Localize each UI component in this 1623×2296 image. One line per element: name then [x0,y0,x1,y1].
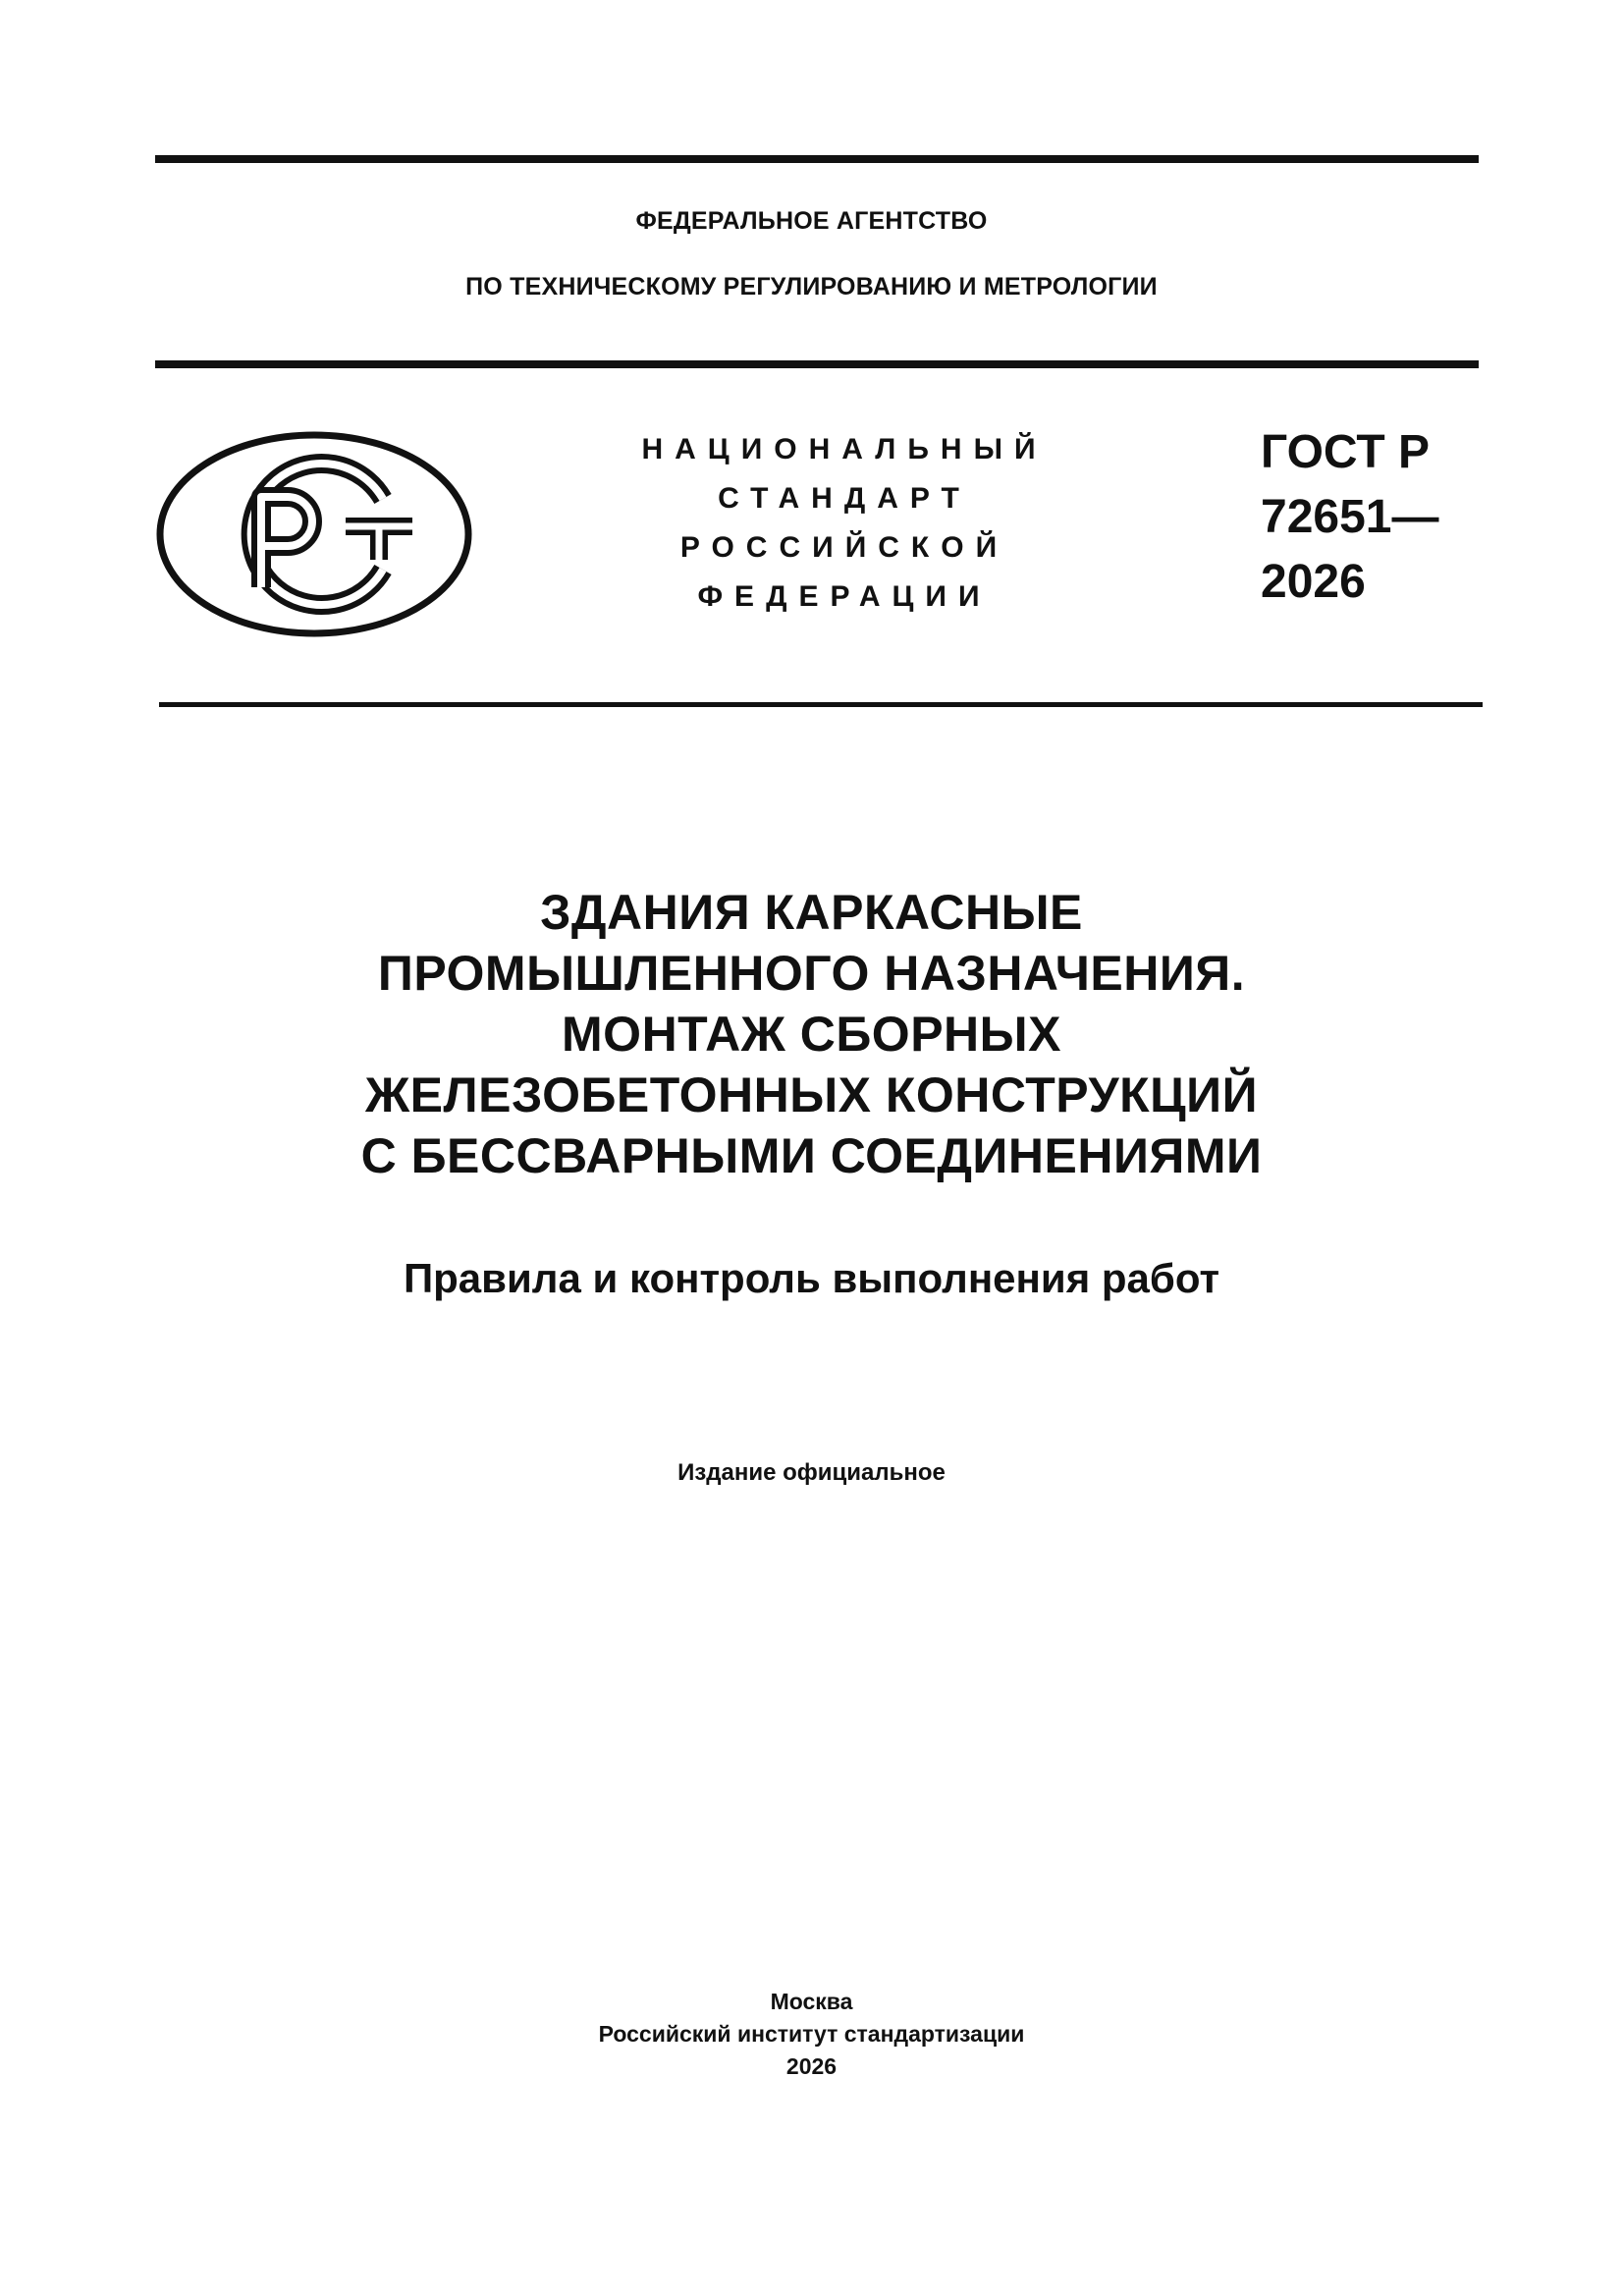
publisher-name: Российский институт стандартизации [598,2021,1025,2047]
standard-type-line: СТАНДАРТ [718,482,971,515]
title-line: С БЕССВАРНЫМИ СОЕДИНЕНИЯМИ [360,1128,1263,1183]
document-subtitle: Правила и контроль выполнения работ [403,1255,1220,1301]
publisher-city: Москва [770,1989,853,2014]
title-line: МОНТАЖ СБОРНЫХ [562,1007,1061,1062]
standard-type-line: НАЦИОНАЛЬНЫЙ [641,433,1048,465]
designation-line: ГОСТ Р [1261,426,1431,478]
agency-divider [155,360,1479,368]
standard-designation [1261,420,1438,615]
rst-certification-mark-icon [155,430,473,638]
standard-type-label [589,425,1100,622]
publication-year: 2026 [785,2053,838,2079]
top-divider [155,155,1479,163]
document-title [0,882,1623,1186]
standard-type-line: ФЕДЕРАЦИИ [697,580,992,613]
publisher-block [0,1986,1623,2083]
header-bottom-divider [159,702,1483,707]
designation-line: 72651— [1261,491,1439,543]
title-line: ЖЕЛЕЗОБЕТОННЫХ КОНСТРУКЦИЙ [364,1067,1259,1122]
edition-label: Издание официальное [677,1459,946,1486]
designation-line: 2026 [1261,556,1366,608]
title-line: ЗДАНИЯ КАРКАСНЫЕ [540,885,1083,940]
standard-type-line: РОССИЙСКОЙ [679,531,1009,564]
title-line: ПРОМЫШЛЕННОГО НАЗНАЧЕНИЯ. [377,946,1246,1001]
agency-name-line-1: ФЕДЕРАЛЬНОЕ АГЕНТСТВО [635,207,988,235]
agency-name-line-2: ПО ТЕХНИЧЕСКОМУ РЕГУЛИРОВАНИЮ И МЕТРОЛОГИИ [465,273,1158,301]
